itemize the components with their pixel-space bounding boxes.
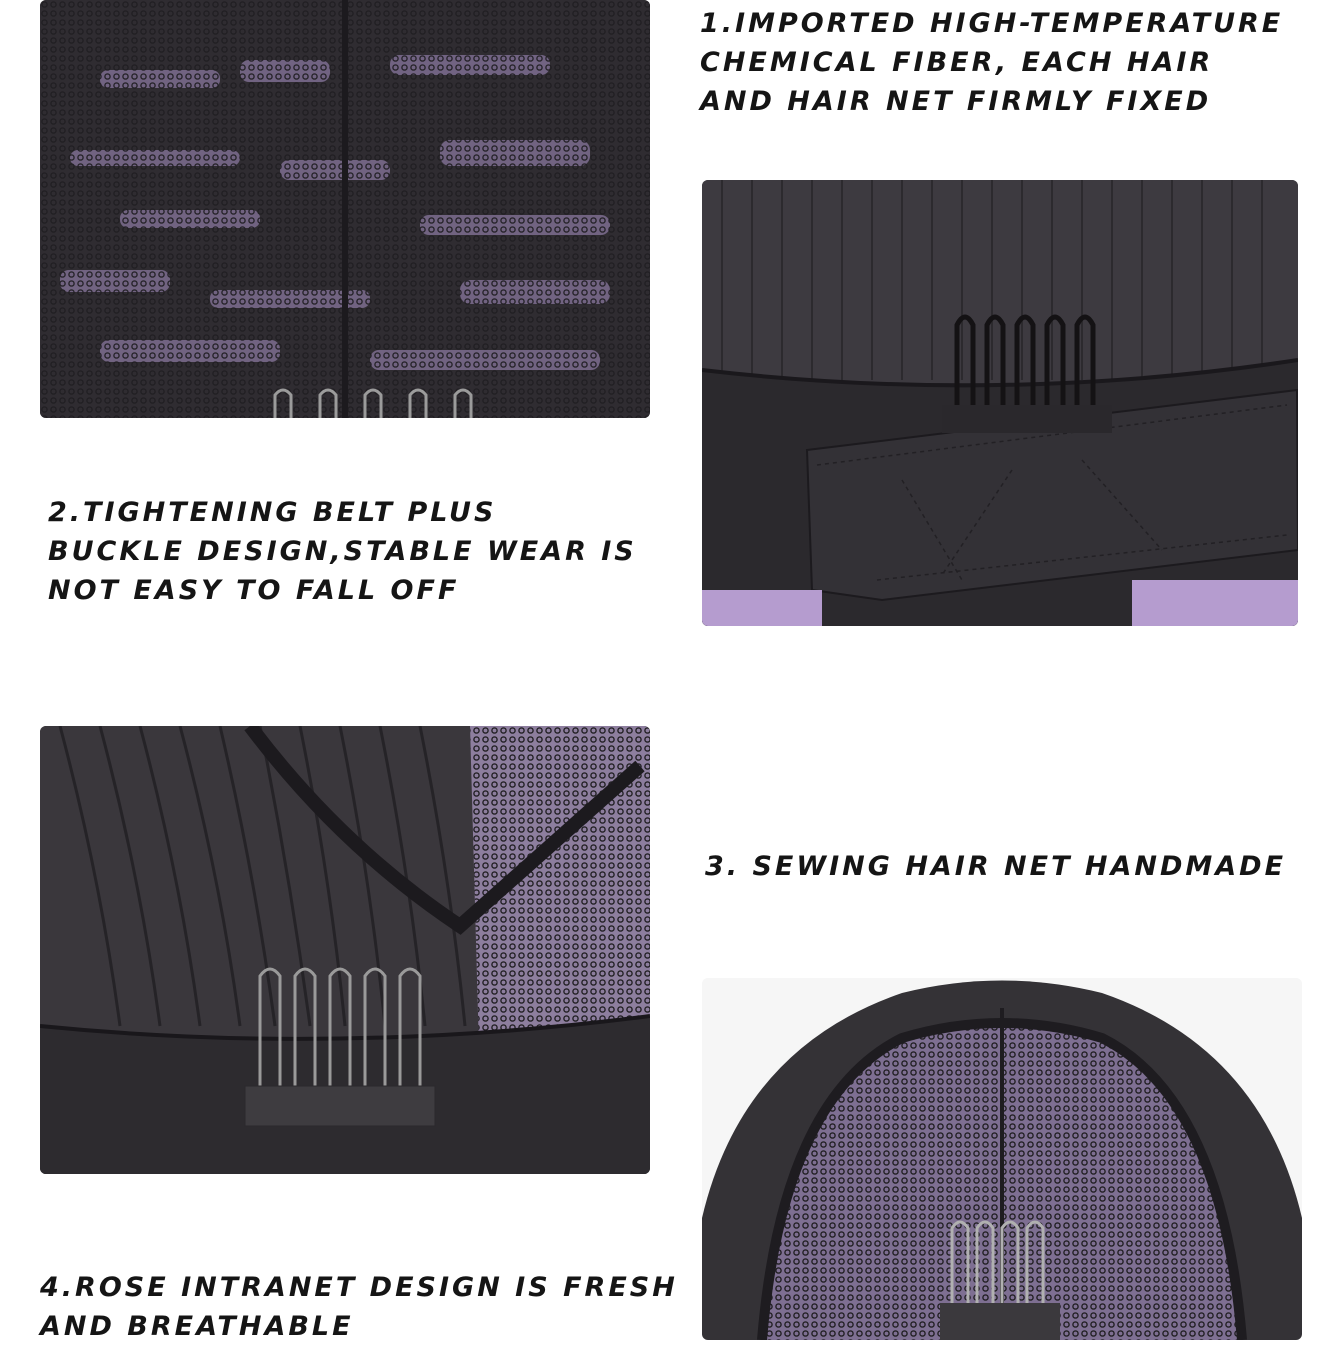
lace-net-image bbox=[40, 0, 650, 418]
feature-1-line-3: AND HAIR NET FIRMLY FIXED bbox=[700, 86, 1212, 117]
feature-caption-4 bbox=[40, 1268, 678, 1346]
feature-2-line-3: NOT EASY TO FALL OFF bbox=[48, 575, 460, 606]
feature-caption-1 bbox=[700, 4, 1283, 121]
photo-comb-band bbox=[40, 726, 650, 1174]
photo-strap-buckle bbox=[702, 180, 1298, 626]
strap-buckle-image bbox=[702, 180, 1298, 626]
photo-lace-net bbox=[40, 0, 650, 418]
photo-dome-cap bbox=[702, 978, 1302, 1340]
feature-3-line-1: 3. SEWING HAIR NET HANDMADE bbox=[705, 851, 1287, 882]
feature-4-line-1: 4.ROSE INTRANET DESIGN IS FRESH bbox=[40, 1272, 678, 1303]
dome-cap-image bbox=[702, 978, 1302, 1340]
feature-2-line-1: 2.TIGHTENING BELT PLUS bbox=[48, 497, 497, 528]
comb-band-image bbox=[40, 726, 650, 1174]
feature-4-line-2: AND BREATHABLE bbox=[40, 1311, 354, 1342]
feature-1-line-2: CHEMICAL FIBER, EACH HAIR bbox=[700, 47, 1214, 78]
feature-caption-3 bbox=[705, 847, 1286, 886]
feature-2-line-2: BUCKLE DESIGN,STABLE WEAR IS bbox=[48, 536, 637, 567]
feature-caption-2 bbox=[48, 493, 637, 610]
feature-1-line-1: 1.IMPORTED HIGH-TEMPERATURE bbox=[700, 8, 1284, 39]
